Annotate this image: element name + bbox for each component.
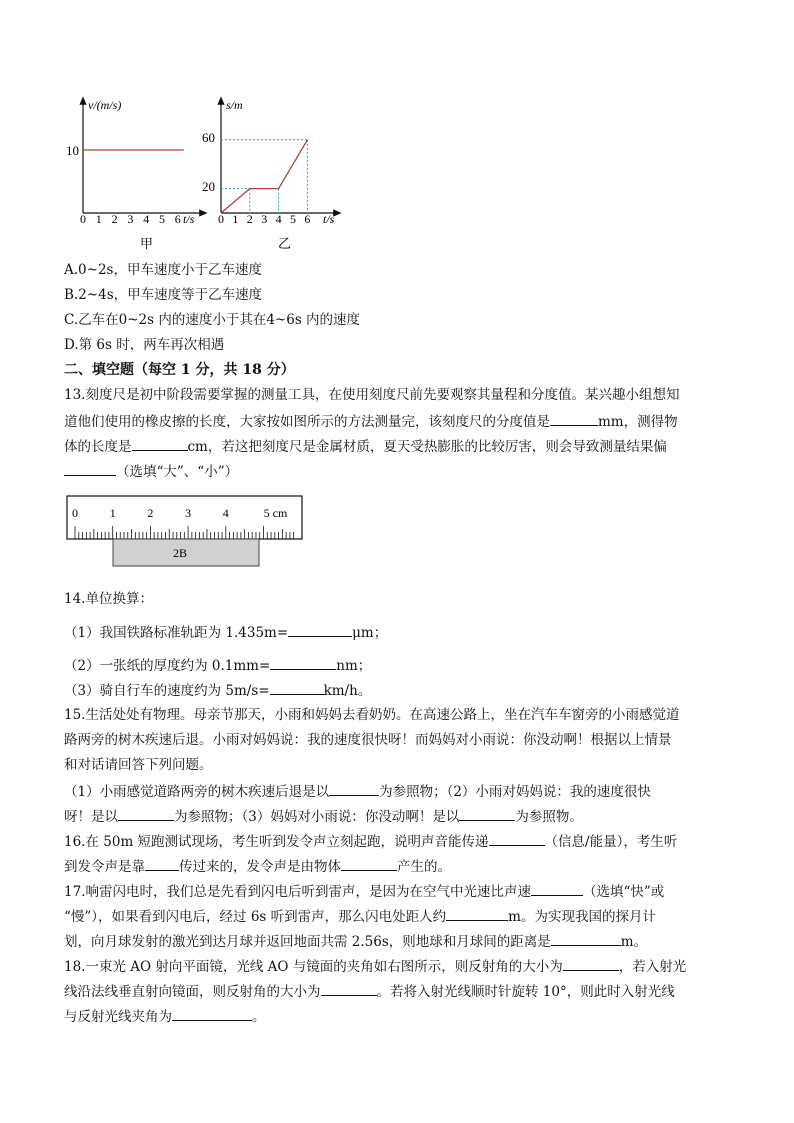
q13-blank-3[interactable]: [64, 461, 116, 476]
yi-y-tick-20: 20: [202, 179, 215, 194]
option-d: D.第 6s 时，两车再次相遇: [64, 337, 225, 353]
q14-blank-3[interactable]: [270, 680, 324, 695]
q16-blank-2[interactable]: [145, 856, 179, 871]
q14-sub2: （2）一张纸的厚度约为 0.1mm= nm；: [64, 655, 371, 675]
yi-caption: 乙: [278, 236, 292, 251]
q13-line2: 道他们使用的橡皮擦的长度，大家按如图所示的方法测量完，该刻度尺的分度值是 mm，测得物: [64, 411, 678, 431]
option-a: A.0~2s，甲车速度小于乙车速度: [64, 262, 262, 278]
jia-x-tick: 5: [159, 212, 165, 226]
yi-ylabel: s/m: [226, 98, 243, 112]
option-b: B.2~4s，甲车速度等于乙车速度: [64, 287, 263, 303]
ruler-figure: [66, 495, 306, 573]
q14-blank-1[interactable]: [288, 622, 352, 637]
ruler-label: 3: [185, 506, 192, 520]
q14-title: 14.单位换算：: [64, 591, 153, 607]
ruler-label: 1: [109, 506, 116, 520]
jia-y-tick: 10: [66, 143, 79, 158]
q15-line5: 呀！是以 为参照物；（3）妈妈对小雨说：你没动啊！是以 为参照物。: [64, 806, 583, 826]
q13-blank-1[interactable]: [550, 411, 598, 426]
yi-distance-line: [221, 140, 307, 213]
q14-blank-2[interactable]: [270, 655, 336, 670]
q15-blank-3[interactable]: [459, 806, 515, 821]
q13-line3: 体的长度是 cm，若这把刻度尺是金属材质，夏天受热膨胀的比较厉害，则会导致测量结果偏: [64, 436, 667, 456]
ruler-label: 0: [72, 506, 78, 520]
motion-graphs: [60, 95, 350, 257]
q15-line3: 和对话请回答下列问题。: [64, 757, 213, 773]
q15-blank-2[interactable]: [118, 806, 174, 821]
q16-line1: 16.在 50m 短跑测试现场，考生听到发令声立刻起跑，说明声音能传递 （信息/能量），考生听: [64, 831, 677, 851]
jia-x-tick: 2: [111, 212, 118, 226]
q18-blank-2[interactable]: [321, 981, 377, 996]
ruler-label: 4: [222, 506, 229, 520]
q15-line1: 15.生活处处有物理。母亲节那天，小雨和妈妈去看奶奶。在高速公路上，坐在汽车车窗旁的小雨感觉道: [64, 707, 680, 723]
q18-line1: 18.一束光 AO 射向平面镜，光线 AO 与镜面的夹角如右图所示，则反射角的大小为 ，若入射光: [64, 956, 686, 976]
jia-xlabel: t/s: [183, 212, 195, 226]
jia-x-tick: 0: [80, 212, 86, 226]
section-2-title: 二、填空题（每空 1 分，共 18 分）: [64, 362, 295, 378]
q15-blank-1[interactable]: [329, 781, 379, 796]
q17-blank-3[interactable]: [551, 931, 621, 946]
jia-ylabel: v/(m/s): [88, 98, 122, 112]
q16-blank-3[interactable]: [341, 856, 397, 871]
q15-line4: （1）小雨感觉道路两旁的树木疾速后退是以 为参照物；（2）小雨对妈妈说：我的速度很快: [64, 781, 651, 801]
q17-blank-1[interactable]: [531, 881, 583, 896]
q18-line3: 与反射光线夹角为 。: [64, 1006, 266, 1026]
q18-line2: 线沿法线垂直射向镜面，则反射角的大小为 。若将入射光线顺时针旋转 10°，则此时入射光线: [64, 981, 675, 1001]
jia-x-tick: 3: [127, 212, 134, 226]
yi-y-tick-60: 60: [202, 130, 215, 145]
q18-blank-1[interactable]: [563, 956, 619, 971]
jia-x-tick: 4: [143, 212, 150, 226]
q15-line2: 路两旁的树木疾速后退。小雨对妈妈说：我的速度很快呀！而妈妈对小雨说：你没动啊！根据以上情景: [64, 732, 672, 748]
eraser-label: 2B: [172, 546, 188, 560]
q16-line2: 到发令声是靠 传过来的，发令声是由物体 产生的。: [64, 856, 451, 876]
yi-x-tick: 6: [304, 212, 311, 226]
yi-xlabel: t/s: [323, 212, 335, 226]
q13-line4: （选填“大”、“小”）: [64, 461, 238, 481]
q17-line3: 划，向月球发射的激光到达月球并返回地面共需 2.56s，则地球和月球间的距离是 m。: [64, 931, 647, 951]
q14-sub1: （1）我国铁路标准轨距为 1.435m= μm；: [64, 622, 387, 642]
option-c: C.乙车在0~2s 内的速度小于其在4~6s 内的速度: [64, 312, 361, 328]
q13-blank-2[interactable]: [132, 436, 188, 451]
yi-x-tick: 3: [261, 212, 268, 226]
q18-blank-3[interactable]: [172, 1006, 252, 1021]
q14-sub3: （3）骑自行车的速度约为 5m/s= km/h。: [64, 680, 371, 700]
q17-line1: 17.响雷闪电时，我们总是先看到闪电后听到雷声，是因为在空气中光速比声速 （选填“快”或: [64, 881, 664, 901]
q16-blank-1[interactable]: [489, 831, 545, 846]
ruler-label: 2: [147, 506, 154, 520]
jia-x-tick: 6: [174, 212, 181, 226]
jia-x-tick: 1: [95, 212, 102, 226]
yi-x-tick: 1: [232, 212, 239, 226]
ruler-label: 5 cm: [263, 506, 288, 520]
q17-blank-2[interactable]: [446, 906, 508, 921]
yi-x-tick: 4: [275, 212, 282, 226]
jia-caption: 甲: [140, 236, 154, 251]
yi-x-tick: 5: [290, 212, 296, 226]
q13-line1: 13.刻度尺是初中阶段需要掌握的测量工具，在使用刻度尺前先要观察其量程和分度值。某兴趣小组想知: [64, 387, 680, 403]
q17-line2: “慢”），如果看到闪电后，经过 6s 听到雷声，那么闪电处距人约 m。为实现我国的探月计: [64, 906, 656, 926]
yi-x-tick: 0: [218, 212, 224, 226]
yi-x-tick: 2: [246, 212, 253, 226]
